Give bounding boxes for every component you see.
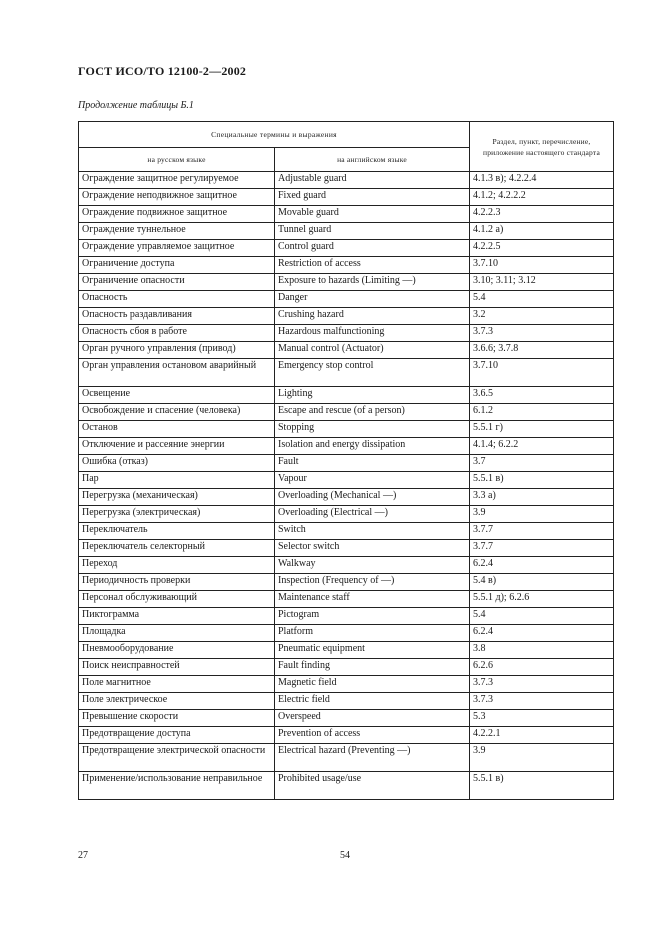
cell-english-term: Control guard	[275, 240, 470, 257]
table-row	[79, 744, 614, 772]
cell-russian-term: Освобождение и спасение (человека)	[79, 404, 275, 421]
cell-english-term: Overloading (Mechanical —)	[275, 489, 470, 506]
cell-russian-term: Пар	[79, 472, 275, 489]
cell-reference: 3.7.10	[470, 257, 614, 274]
cell-russian-term: Освещение	[79, 387, 275, 404]
cell-reference: 5.5.1 в)	[470, 772, 614, 800]
cell-reference: 3.7	[470, 455, 614, 472]
cell-russian-term: Периодичность проверки	[79, 574, 275, 591]
cell-english-term: Tunnel guard	[275, 223, 470, 240]
cell-russian-term: Опасность	[79, 291, 275, 308]
cell-russian-term: Ошибка (отказ)	[79, 455, 275, 472]
table-row	[79, 642, 614, 659]
table-row	[79, 489, 614, 506]
cell-russian-term: Предотвращение электрической опасности	[79, 744, 275, 772]
cell-english-term: Walkway	[275, 557, 470, 574]
cell-russian-term: Ограждение подвижное защитное	[79, 206, 275, 223]
header-russian: на русском языке	[79, 148, 275, 172]
cell-russian-term: Персонал обслуживающий	[79, 591, 275, 608]
cell-reference: 4.1.4; 6.2.2	[470, 438, 614, 455]
table-row	[79, 274, 614, 291]
cell-russian-term: Переход	[79, 557, 275, 574]
cell-english-term: Prohibited usage/use	[275, 772, 470, 800]
table-row	[79, 421, 614, 438]
cell-english-term: Adjustable guard	[275, 172, 470, 189]
terms-table	[78, 121, 614, 800]
cell-english-term: Maintenance staff	[275, 591, 470, 608]
cell-english-term: Electrical hazard (Preventing —)	[275, 744, 470, 772]
table-row	[79, 223, 614, 240]
cell-english-term: Pictogram	[275, 608, 470, 625]
cell-reference: 4.2.2.1	[470, 727, 614, 744]
cell-reference: 3.7.10	[470, 359, 614, 387]
cell-english-term: Danger	[275, 291, 470, 308]
table-row	[79, 710, 614, 727]
cell-english-term: Fault	[275, 455, 470, 472]
cell-russian-term: Ограничение доступа	[79, 257, 275, 274]
cell-english-term: Isolation and energy dissipation	[275, 438, 470, 455]
table-row	[79, 257, 614, 274]
cell-russian-term: Ограничение опасности	[79, 274, 275, 291]
cell-reference: 5.5.1 д); 6.2.6	[470, 591, 614, 608]
header-terms-group: Специальные термины и выражения	[79, 122, 470, 148]
table-row	[79, 625, 614, 642]
cell-russian-term: Переключатель селекторный	[79, 540, 275, 557]
cell-english-term: Escape and rescue (of a person)	[275, 404, 470, 421]
cell-reference: 3.8	[470, 642, 614, 659]
cell-reference: 3.7.7	[470, 523, 614, 540]
table-row	[79, 676, 614, 693]
table-row	[79, 342, 614, 359]
cell-english-term: Stopping	[275, 421, 470, 438]
cell-russian-term: Применение/использование неправильное	[79, 772, 275, 800]
table-row	[79, 387, 614, 404]
document-title: ГОСТ ИСО/ТО 12100-2—2002	[78, 64, 247, 78]
cell-english-term: Exposure to hazards (Limiting —)	[275, 274, 470, 291]
cell-reference: 5.5.1 в)	[470, 472, 614, 489]
table-row	[79, 240, 614, 257]
cell-reference: 3.7.3	[470, 693, 614, 710]
cell-reference: 6.1.2	[470, 404, 614, 421]
cell-reference: 3.2	[470, 308, 614, 325]
table-body	[79, 172, 614, 800]
cell-russian-term: Превышение скорости	[79, 710, 275, 727]
cell-reference: 4.1.2 а)	[470, 223, 614, 240]
cell-reference: 3.6.6; 3.7.8	[470, 342, 614, 359]
cell-russian-term: Останов	[79, 421, 275, 438]
cell-english-term: Magnetic field	[275, 676, 470, 693]
cell-reference: 5.4 в)	[470, 574, 614, 591]
table-row	[79, 189, 614, 206]
cell-russian-term: Ограждение неподвижное защитное	[79, 189, 275, 206]
table-row	[79, 523, 614, 540]
table-row	[79, 506, 614, 523]
cell-english-term: Fixed guard	[275, 189, 470, 206]
cell-reference: 5.4	[470, 291, 614, 308]
cell-english-term: Prevention of access	[275, 727, 470, 744]
cell-reference: 4.1.3 в); 4.2.2.4	[470, 172, 614, 189]
table-row	[79, 693, 614, 710]
cell-russian-term: Орган ручного управления (привод)	[79, 342, 275, 359]
table-row	[79, 172, 614, 189]
table-row	[79, 472, 614, 489]
cell-english-term: Inspection (Frequency of —)	[275, 574, 470, 591]
cell-russian-term: Переключатель	[79, 523, 275, 540]
table-row	[79, 206, 614, 223]
cell-russian-term: Пиктограмма	[79, 608, 275, 625]
cell-russian-term: Предотвращение доступа	[79, 727, 275, 744]
table-row	[79, 404, 614, 421]
cell-english-term: Overspeed	[275, 710, 470, 727]
cell-english-term: Overloading (Electrical —)	[275, 506, 470, 523]
table-row	[79, 291, 614, 308]
cell-reference: 3.7.3	[470, 325, 614, 342]
cell-reference: 5.3	[470, 710, 614, 727]
cell-russian-term: Перегрузка (механическая)	[79, 489, 275, 506]
cell-russian-term: Поле магнитное	[79, 676, 275, 693]
cell-reference: 4.2.2.5	[470, 240, 614, 257]
table-row	[79, 591, 614, 608]
page-number-center: 54	[340, 850, 350, 861]
cell-reference: 3.3 а)	[470, 489, 614, 506]
table-row	[79, 557, 614, 574]
table-row	[79, 727, 614, 744]
cell-reference: 6.2.6	[470, 659, 614, 676]
page-number-left: 27	[78, 850, 88, 861]
cell-english-term: Fault finding	[275, 659, 470, 676]
cell-english-term: Platform	[275, 625, 470, 642]
cell-english-term: Crushing hazard	[275, 308, 470, 325]
cell-english-term: Selector switch	[275, 540, 470, 557]
table-row	[79, 359, 614, 387]
cell-reference: 3.7.7	[470, 540, 614, 557]
table-row	[79, 574, 614, 591]
cell-russian-term: Орган управления остановом аварийный	[79, 359, 275, 387]
table-row	[79, 438, 614, 455]
cell-reference: 4.1.2; 4.2.2.2	[470, 189, 614, 206]
cell-english-term: Manual control (Actuator)	[275, 342, 470, 359]
table-row	[79, 540, 614, 557]
header-reference: Раздел, пункт, перечисление, приложение настоящего стандарта	[470, 122, 614, 172]
table-row	[79, 608, 614, 625]
cell-reference: 6.2.4	[470, 557, 614, 574]
cell-english-term: Pneumatic equipment	[275, 642, 470, 659]
cell-english-term: Electric field	[275, 693, 470, 710]
cell-russian-term: Перегрузка (электрическая)	[79, 506, 275, 523]
cell-russian-term: Площадка	[79, 625, 275, 642]
cell-russian-term: Опасность сбоя в работе	[79, 325, 275, 342]
cell-reference: 4.2.2.3	[470, 206, 614, 223]
table-row	[79, 308, 614, 325]
cell-russian-term: Опасность раздавливания	[79, 308, 275, 325]
cell-reference: 5.4	[470, 608, 614, 625]
cell-reference: 3.6.5	[470, 387, 614, 404]
cell-russian-term: Поле электрическое	[79, 693, 275, 710]
cell-russian-term: Ограждение защитное регулируемое	[79, 172, 275, 189]
cell-russian-term: Поиск неисправностей	[79, 659, 275, 676]
cell-russian-term: Ограждение управляемое защитное	[79, 240, 275, 257]
table-continuation-caption: Продолжение таблицы Б.1	[78, 100, 194, 111]
cell-english-term: Switch	[275, 523, 470, 540]
cell-reference: 3.9	[470, 506, 614, 523]
cell-english-term: Movable guard	[275, 206, 470, 223]
cell-reference: 3.10; 3.11; 3.12	[470, 274, 614, 291]
cell-english-term: Lighting	[275, 387, 470, 404]
cell-reference: 6.2.4	[470, 625, 614, 642]
table-row	[79, 772, 614, 800]
table-row	[79, 325, 614, 342]
cell-english-term: Vapour	[275, 472, 470, 489]
table-row	[79, 659, 614, 676]
cell-russian-term: Ограждение туннельное	[79, 223, 275, 240]
cell-reference: 3.7.3	[470, 676, 614, 693]
table-row	[79, 455, 614, 472]
cell-english-term: Restriction of access	[275, 257, 470, 274]
cell-english-term: Emergency stop control	[275, 359, 470, 387]
cell-english-term: Hazardous malfunctioning	[275, 325, 470, 342]
cell-reference: 5.5.1 г)	[470, 421, 614, 438]
cell-russian-term: Отключение и рассеяние энергии	[79, 438, 275, 455]
cell-reference: 3.9	[470, 744, 614, 772]
cell-russian-term: Пневмооборудование	[79, 642, 275, 659]
header-english: на английском языке	[275, 148, 470, 172]
